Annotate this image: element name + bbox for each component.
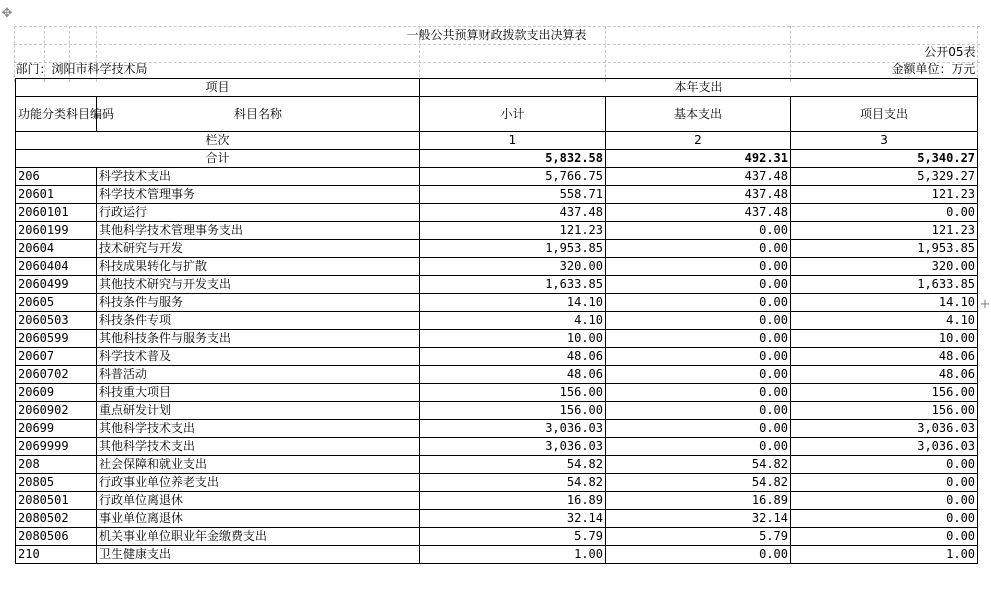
row-project: 10.00 [791,330,978,348]
row-project: 0.00 [791,456,978,474]
row-subtotal: 48.06 [420,366,606,384]
row-code: 2060101 [16,204,97,222]
row-name: 重点研发计划 [97,402,420,420]
row-code: 206 [16,168,97,186]
row-name: 行政单位离退休 [97,492,420,510]
form-number-row [16,44,978,61]
row-subtotal: 54.82 [420,474,606,492]
row-code: 20609 [16,384,97,402]
row-name: 行政运行 [97,204,420,222]
table-row [16,276,978,294]
row-code: 20601 [16,186,97,204]
row-subtotal: 32.14 [420,510,606,528]
project-column-header: 项目支出 [791,97,978,132]
row-name: 其他科学技术支出 [97,438,420,456]
row-subtotal: 558.71 [420,186,606,204]
row-basic: 0.00 [606,420,791,438]
row-basic: 0.00 [606,240,791,258]
row-name: 行政事业单位养老支出 [97,474,420,492]
row-project: 121.23 [791,186,978,204]
row-project: 3,036.03 [791,420,978,438]
row-project: 0.00 [791,528,978,546]
row-subtotal: 156.00 [420,402,606,420]
row-basic: 437.48 [606,204,791,222]
title-row [16,26,978,44]
row-project: 4.10 [791,312,978,330]
row-name: 其他科学技术支出 [97,420,420,438]
column-index-label: 栏次 [16,132,420,150]
row-code: 210 [16,546,97,564]
row-name: 科普活动 [97,366,420,384]
row-code: 2060503 [16,312,97,330]
table-row [16,546,978,564]
row-subtotal: 10.00 [420,330,606,348]
row-project: 156.00 [791,384,978,402]
row-subtotal: 1,953.85 [420,240,606,258]
table-row [16,258,978,276]
row-name: 科学技术管理事务 [97,186,420,204]
row-basic: 0.00 [606,222,791,240]
row-basic: 0.00 [606,276,791,294]
table-row [16,528,978,546]
code-column-header: 功能分类科目编码 [16,97,97,132]
item-group-header: 项目 [16,79,420,97]
row-name: 科技成果转化与扩散 [97,258,420,276]
row-subtotal: 437.48 [420,204,606,222]
row-code: 2060199 [16,222,97,240]
row-name: 科技条件专项 [97,312,420,330]
row-project: 14.10 [791,294,978,312]
row-name: 其他科学技术管理事务支出 [97,222,420,240]
row-basic: 0.00 [606,330,791,348]
row-name: 其他技术研究与开发支出 [97,276,420,294]
table-row [16,204,978,222]
row-subtotal: 1,633.85 [420,276,606,294]
row-code: 2080506 [16,528,97,546]
table-row [16,492,978,510]
row-basic: 0.00 [606,546,791,564]
row-project: 1,633.85 [791,276,978,294]
table-row [16,510,978,528]
row-project: 0.00 [791,492,978,510]
department-label: 部门：浏阳市科学技术局 [15,62,148,76]
row-name: 科技重大项目 [97,384,420,402]
name-column-header: 科目名称 [97,97,420,132]
document-title: 一般公共预算财政拨款支出决算表 [406,28,587,42]
table-row [16,384,978,402]
row-subtotal: 3,036.03 [420,420,606,438]
column-index-3: 3 [791,132,978,150]
department-row [16,61,978,79]
table-row [16,348,978,366]
row-name: 技术研究与开发 [97,240,420,258]
row-basic: 0.00 [606,402,791,420]
expense-group-header: 本年支出 [420,79,978,97]
table-row [16,366,978,384]
row-name: 事业单位离退休 [97,510,420,528]
row-subtotal: 48.06 [420,348,606,366]
row-code: 2060902 [16,402,97,420]
row-project: 0.00 [791,474,978,492]
total-project: 5,340.27 [791,150,978,168]
table-row [16,186,978,204]
row-project: 5,329.27 [791,168,978,186]
add-column-icon[interactable]: + [979,297,991,312]
row-project: 1.00 [791,546,978,564]
row-project: 48.06 [791,366,978,384]
row-code: 2080502 [16,510,97,528]
row-basic: 0.00 [606,438,791,456]
table-row [16,312,978,330]
row-code: 20699 [16,420,97,438]
row-code: 2069999 [16,438,97,456]
row-basic: 437.48 [606,186,791,204]
total-basic: 492.31 [606,150,791,168]
table-row [16,168,978,186]
total-row [16,150,978,168]
table-move-handle-icon[interactable]: ✥ [1,6,13,21]
row-name: 社会保障和就业支出 [97,456,420,474]
row-name: 机关事业单位职业年金缴费支出 [97,528,420,546]
header-column-row [16,97,978,132]
row-basic: 5.79 [606,528,791,546]
row-subtotal: 4.10 [420,312,606,330]
row-basic: 0.00 [606,348,791,366]
row-subtotal: 3,036.03 [420,438,606,456]
row-code: 20805 [16,474,97,492]
row-basic: 0.00 [606,294,791,312]
row-project: 3,036.03 [791,438,978,456]
table-row [16,240,978,258]
row-project: 156.00 [791,402,978,420]
row-code: 20604 [16,240,97,258]
row-basic: 0.00 [606,366,791,384]
row-name: 卫生健康支出 [97,546,420,564]
row-basic: 54.82 [606,456,791,474]
row-project: 1,953.85 [791,240,978,258]
row-subtotal: 1.00 [420,546,606,564]
row-code: 208 [16,456,97,474]
row-basic: 0.00 [606,258,791,276]
row-code: 2060599 [16,330,97,348]
row-code: 2060499 [16,276,97,294]
row-code: 2080501 [16,492,97,510]
column-index-row [16,132,978,150]
row-subtotal: 5.79 [420,528,606,546]
row-subtotal: 121.23 [420,222,606,240]
row-basic: 437.48 [606,168,791,186]
row-subtotal: 16.89 [420,492,606,510]
header-group-row [16,79,978,97]
table-row [16,294,978,312]
table-row [16,222,978,240]
row-subtotal: 5,766.75 [420,168,606,186]
row-name: 科学技术支出 [97,168,420,186]
row-basic: 0.00 [606,384,791,402]
row-name: 其他科技条件与服务支出 [97,330,420,348]
row-name: 科学技术普及 [97,348,420,366]
row-code: 2060404 [16,258,97,276]
form-number: 公开05表 [924,45,976,59]
row-project: 320.00 [791,258,978,276]
table-row [16,330,978,348]
row-project: 48.06 [791,348,978,366]
row-code: 20605 [16,294,97,312]
row-basic: 32.14 [606,510,791,528]
row-project: 0.00 [791,510,978,528]
row-basic: 54.82 [606,474,791,492]
row-subtotal: 156.00 [420,384,606,402]
row-code: 2060702 [16,366,97,384]
row-subtotal: 54.82 [420,456,606,474]
table-row [16,456,978,474]
column-index-2: 2 [606,132,791,150]
row-subtotal: 320.00 [420,258,606,276]
row-project: 121.23 [791,222,978,240]
table-row [16,420,978,438]
row-project: 0.00 [791,204,978,222]
total-label: 合计 [16,150,420,168]
total-subtotal: 5,832.58 [420,150,606,168]
expenditure-table [15,26,978,564]
row-name: 科技条件与服务 [97,294,420,312]
table-row [16,474,978,492]
row-subtotal: 14.10 [420,294,606,312]
table-row [16,438,978,456]
unit-label: 金额单位：万元 [891,62,976,76]
row-code: 20607 [16,348,97,366]
basic-column-header: 基本支出 [606,97,791,132]
row-basic: 16.89 [606,492,791,510]
row-basic: 0.00 [606,312,791,330]
table-row [16,402,978,420]
subtotal-column-header: 小计 [420,97,606,132]
column-index-1: 1 [420,132,606,150]
